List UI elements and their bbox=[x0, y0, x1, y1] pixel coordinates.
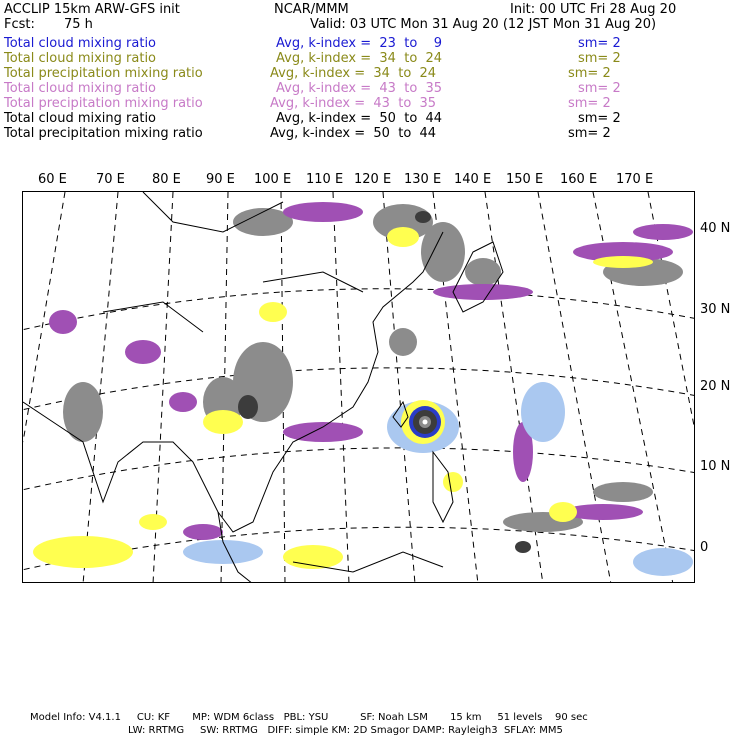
lat-label-30n: 30 N bbox=[700, 302, 731, 317]
legend-row-1-avg: Avg, k-index = 23 to 9 bbox=[276, 36, 443, 51]
map-canvas bbox=[23, 192, 695, 583]
forecast-label: Fcst: bbox=[4, 17, 35, 32]
model-info-line-2: LW: RRTMG SW: RRTMG DIFF: simple KM: 2D Smagor DAMP: Rayleigh3 SFLAY: MM5 bbox=[128, 725, 563, 736]
lon-label-150e: 150 E bbox=[506, 172, 544, 187]
lon-label-120e: 120 E bbox=[354, 172, 392, 187]
legend-row-4-sm: sm= 2 bbox=[578, 81, 621, 96]
lon-label-160e: 160 E bbox=[560, 172, 598, 187]
lat-label-40n: 40 N bbox=[700, 221, 731, 236]
lon-label-100e: 100 E bbox=[254, 172, 292, 187]
legend-row-7-sm: sm= 2 bbox=[568, 126, 611, 141]
legend-row-1-name: Total cloud mixing ratio bbox=[4, 36, 157, 51]
lon-label-130e: 130 E bbox=[404, 172, 442, 187]
model-info-line-1: Model Info: V4.1.1 CU: KF MP: WDM 6class PBL: YSU SF: Noah LSM 15 km 51 levels 90 sec bbox=[30, 712, 588, 723]
lat-label-10n: 10 N bbox=[700, 459, 731, 474]
valid-time: Valid: 03 UTC Mon 31 Aug 20 (12 JST Mon 31 Aug 20) bbox=[310, 17, 657, 32]
lon-label-60e: 60 E bbox=[38, 172, 67, 187]
legend-row-2-sm: sm= 2 bbox=[578, 51, 621, 66]
legend-row-5-sm: sm= 2 bbox=[568, 96, 611, 111]
forecast-hours: 75 h bbox=[64, 17, 93, 32]
legend-row-2-avg: Avg, k-index = 34 to 24 bbox=[276, 51, 443, 66]
legend-row-6-name: Total cloud mixing ratio bbox=[4, 111, 157, 126]
lon-label-70e: 70 E bbox=[96, 172, 125, 187]
legend-row-5-name: Total precipitation mixing ratio bbox=[4, 96, 203, 111]
legend-row-4-name: Total cloud mixing ratio bbox=[4, 81, 157, 96]
map-panel bbox=[22, 191, 695, 583]
legend-row-3-sm: sm= 2 bbox=[568, 66, 611, 81]
legend-row-6-sm: sm= 2 bbox=[578, 111, 621, 126]
legend-row-5-avg: Avg, k-index = 43 to 35 bbox=[270, 96, 437, 111]
lat-label-20n: 20 N bbox=[700, 379, 731, 394]
lon-label-80e: 80 E bbox=[152, 172, 181, 187]
lat-label-equator: 0 bbox=[700, 540, 709, 555]
legend-row-7-name: Total precipitation mixing ratio bbox=[4, 126, 203, 141]
typhoon-vortex bbox=[401, 400, 445, 444]
lon-label-170e: 170 E bbox=[616, 172, 654, 187]
legend-row-3-name: Total precipitation mixing ratio bbox=[4, 66, 203, 81]
legend-row-6-avg: Avg, k-index = 50 to 44 bbox=[276, 111, 443, 126]
legend-row-7-avg: Avg, k-index = 50 to 44 bbox=[270, 126, 437, 141]
lon-label-140e: 140 E bbox=[454, 172, 492, 187]
legend-row-2-name: Total cloud mixing ratio bbox=[4, 51, 157, 66]
init-time: Init: 00 UTC Fri 28 Aug 20 bbox=[510, 2, 677, 17]
organization: NCAR/MMM bbox=[274, 2, 349, 17]
lon-label-90e: 90 E bbox=[206, 172, 235, 187]
lon-label-110e: 110 E bbox=[306, 172, 344, 187]
legend-row-4-avg: Avg, k-index = 43 to 35 bbox=[276, 81, 443, 96]
legend-row-1-sm: sm= 2 bbox=[578, 36, 621, 51]
legend-row-3-avg: Avg, k-index = 34 to 24 bbox=[270, 66, 437, 81]
map-title: ACCLIP 15km ARW-GFS init bbox=[4, 2, 180, 17]
